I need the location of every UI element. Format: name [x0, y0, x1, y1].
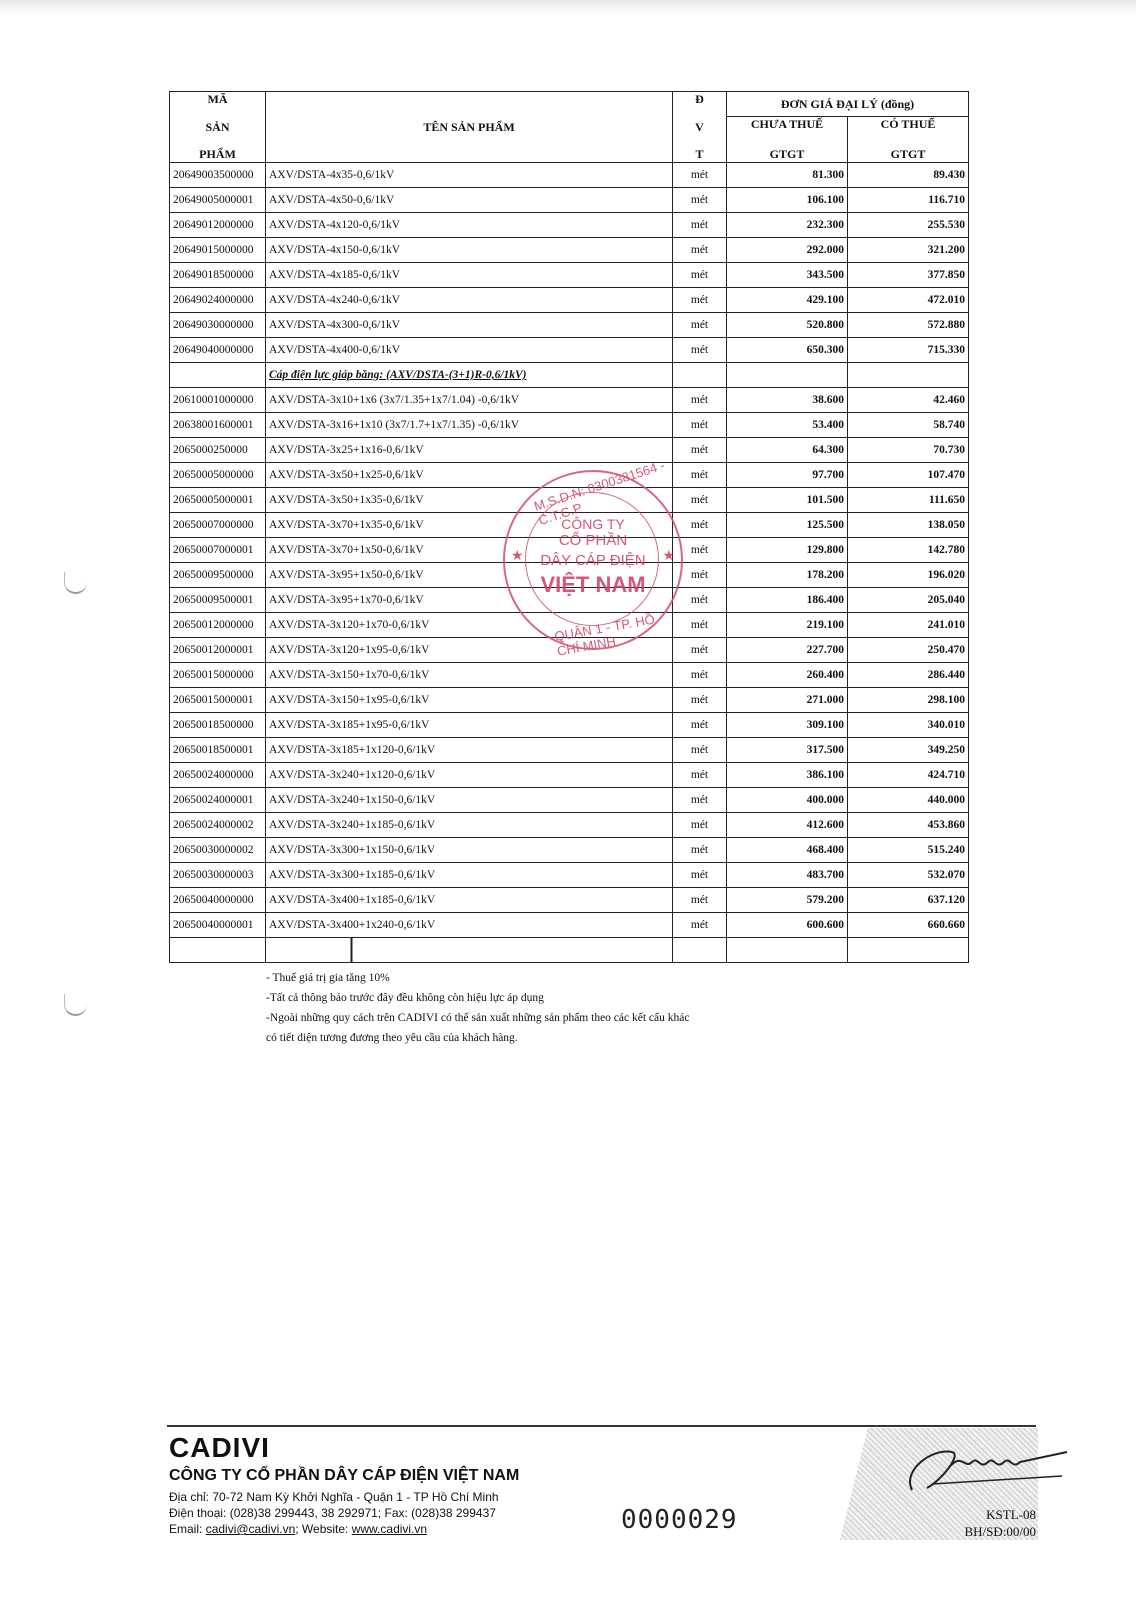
table-header: [170, 92, 969, 163]
product-code: 20650018500000: [170, 713, 266, 738]
unit: mét: [673, 663, 727, 688]
product-name: AXV/DSTA-3x10+1x6 (3x7/1.35+1x7/1.04) -0,6/1kV: [266, 388, 673, 413]
unit: mét: [673, 163, 727, 188]
price-table: [169, 91, 969, 963]
price: 292.000: [727, 238, 848, 263]
punch-hole-mark: [64, 994, 87, 1016]
unit: mét: [673, 863, 727, 888]
col-header-pre-tax: [727, 117, 848, 163]
stamp-line-1: CÔNG TY: [561, 516, 625, 532]
product-code: 20650007000000: [170, 513, 266, 538]
product-name: AXV/DSTA-4x300-0,6/1kV: [266, 313, 673, 338]
empty-cell: [266, 938, 673, 963]
empty-cell: [848, 938, 969, 963]
product-name: AXV/DSTA-3x120+1x70-0,6/1kV: [266, 613, 673, 638]
table-row: [170, 763, 969, 788]
table-row: [170, 388, 969, 413]
product-name: AXV/DSTA-4x50-0,6/1kV: [266, 188, 673, 213]
col-header-unit-l1: Đ: [695, 92, 704, 106]
price: 343.500: [727, 263, 848, 288]
product-code: 20650007000001: [170, 538, 266, 563]
col-header-code: [170, 92, 266, 163]
section-price-cell: [727, 363, 848, 388]
price-vat: 340.010: [848, 713, 969, 738]
price: 38.600: [727, 388, 848, 413]
product-name: AXV/DSTA-3x400+1x240-0,6/1kV: [266, 913, 673, 938]
empty-cell: [673, 938, 727, 963]
doc-revision: BH/SĐ:00/00: [964, 1524, 1036, 1539]
price: 129.800: [727, 538, 848, 563]
product-name: AXV/DSTA-3x300+1x185-0,6/1kV: [266, 863, 673, 888]
product-code: 20638001600001: [170, 413, 266, 438]
product-code: 20649024000000: [170, 288, 266, 313]
product-name: AXV/DSTA-3x70+1x50-0,6/1kV: [266, 538, 673, 563]
notes: [266, 968, 689, 1048]
product-name: AXV/DSTA-4x185-0,6/1kV: [266, 263, 673, 288]
signature-mark: [892, 1440, 1072, 1500]
product-code: 20649040000000: [170, 338, 266, 363]
product-code: 20650015000000: [170, 663, 266, 688]
stamp-star-icon: ★: [662, 549, 675, 564]
unit: mét: [673, 913, 727, 938]
unit: mét: [673, 188, 727, 213]
product-code: 20649015000000: [170, 238, 266, 263]
unit: mét: [673, 338, 727, 363]
product-code: 20650040000000: [170, 888, 266, 913]
price: 186.400: [727, 588, 848, 613]
table-row: [170, 263, 969, 288]
stamp-tax-code: M.S.D.N: 0300381564 - C.T.C.P: [531, 457, 667, 529]
note-line: có tiết diện tương đương theo yêu cầu của khách hàng.: [266, 1032, 518, 1044]
empty-cell: [727, 938, 848, 963]
section-price-vat-cell: [848, 363, 969, 388]
unit: mét: [673, 613, 727, 638]
table-row: [170, 213, 969, 238]
price-vat: 349.250: [848, 738, 969, 763]
price-vat: 715.330: [848, 338, 969, 363]
unit: mét: [673, 288, 727, 313]
unit: mét: [673, 838, 727, 863]
product-code: 20650012000000: [170, 613, 266, 638]
price: 412.600: [727, 813, 848, 838]
price-vat: 107.470: [848, 463, 969, 488]
unit: mét: [673, 713, 727, 738]
unit: mét: [673, 463, 727, 488]
price-vat: 58.740: [848, 413, 969, 438]
table-row: [170, 588, 969, 613]
product-code: 20650024000002: [170, 813, 266, 838]
table-row: [170, 513, 969, 538]
product-code: 20650018500001: [170, 738, 266, 763]
price: 271.000: [727, 688, 848, 713]
col-header-pre-tax-l2: GTGT: [769, 147, 805, 161]
table-body-3plus1core: [170, 388, 969, 938]
brand-logo: CADIVI: [169, 1432, 270, 1463]
product-code: 20650024000001: [170, 788, 266, 813]
unit: mét: [673, 413, 727, 438]
table-row: [170, 238, 969, 263]
product-code: 20650040000001: [170, 913, 266, 938]
price: 579.200: [727, 888, 848, 913]
table-row: [170, 888, 969, 913]
price: 309.100: [727, 713, 848, 738]
product-code: 20650009500001: [170, 588, 266, 613]
price: 125.500: [727, 513, 848, 538]
company-contact: [169, 1489, 499, 1537]
col-header-unit: [673, 92, 727, 163]
table-row: [170, 688, 969, 713]
unit: mét: [673, 438, 727, 463]
product-code: 20649012000000: [170, 213, 266, 238]
unit: mét: [673, 513, 727, 538]
price-vat: 440.000: [848, 788, 969, 813]
section-title: Cáp điện lực giáp băng: (AXV/DSTA-(3+1)R-0,6/1kV): [266, 363, 673, 388]
company-name: CÔNG TY CỔ PHẦN DÂY CÁP ĐIỆN VIỆT NAM: [169, 1467, 520, 1484]
price-vat: 89.430: [848, 163, 969, 188]
unit: mét: [673, 563, 727, 588]
table-row: [170, 563, 969, 588]
price-vat: 111.650: [848, 488, 969, 513]
product-name: AXV/DSTA-3x400+1x185-0,6/1kV: [266, 888, 673, 913]
doc-code: KSTL-08: [986, 1507, 1036, 1522]
stamp-line-2: CỔ PHẦN: [558, 532, 628, 549]
price: 97.700: [727, 463, 848, 488]
col-header-code-l2: SẢN: [205, 119, 230, 134]
price: 429.100: [727, 288, 848, 313]
price: 468.400: [727, 838, 848, 863]
col-header-with-tax-l2: GTGT: [890, 147, 926, 161]
company-web: [169, 1521, 499, 1537]
unit: mét: [673, 238, 727, 263]
table-section: [170, 363, 969, 388]
section-unit-cell: [673, 363, 727, 388]
product-name: AXV/DSTA-3x16+1x10 (3x7/1.7+1x7/1.35) -0,6/1kV: [266, 413, 673, 438]
table-row: [170, 738, 969, 763]
product-code: 20649018500000: [170, 263, 266, 288]
table-row: [170, 313, 969, 338]
email-link[interactable]: cadivi@cadivi.vn: [205, 1522, 296, 1536]
price-vat: 377.850: [848, 263, 969, 288]
col-header-price-group: ĐƠN GIÁ ĐẠI LÝ (đồng): [727, 92, 969, 117]
product-code: 20649030000000: [170, 313, 266, 338]
product-name: AXV/DSTA-4x150-0,6/1kV: [266, 238, 673, 263]
product-code: 20650009500000: [170, 563, 266, 588]
price-vat: 637.120: [848, 888, 969, 913]
unit: mét: [673, 588, 727, 613]
product-name: AXV/DSTA-3x95+1x50-0,6/1kV: [266, 563, 673, 588]
unit: mét: [673, 488, 727, 513]
table-row: [170, 188, 969, 213]
serial-number: 0000029: [621, 1505, 738, 1535]
unit: mét: [673, 388, 727, 413]
price-vat: 472.010: [848, 288, 969, 313]
product-name: AXV/DSTA-4x400-0,6/1kV: [266, 338, 673, 363]
product-name: AXV/DSTA-3x70+1x35-0,6/1kV: [266, 513, 673, 538]
product-name: AXV/DSTA-3x25+1x16-0,6/1kV: [266, 438, 673, 463]
price-vat: 116.710: [848, 188, 969, 213]
table-row: [170, 863, 969, 888]
note-line: -Ngoài những quy cách trên CADIVI có thể sản xuất những sản phẩm theo các kết cấu khác: [266, 1012, 690, 1024]
product-code: 2065000250000: [170, 438, 266, 463]
product-code: 20650024000000: [170, 763, 266, 788]
table-row: [170, 663, 969, 688]
product-name: AXV/DSTA-3x95+1x70-0,6/1kV: [266, 588, 673, 613]
product-name: AXV/DSTA-3x185+1x120-0,6/1kV: [266, 738, 673, 763]
product-name: AXV/DSTA-3x120+1x95-0,6/1kV: [266, 638, 673, 663]
price-vat: 138.050: [848, 513, 969, 538]
price: 219.100: [727, 613, 848, 638]
company-phone: Điện thoại: (028)38 299443, 38 292971; Fax: (028)38 299437: [169, 1506, 496, 1520]
price: 101.500: [727, 488, 848, 513]
price: 520.800: [727, 313, 848, 338]
note-line: - Thuế giá trị gia tăng 10%: [266, 972, 390, 984]
section-row: [170, 363, 969, 388]
table-body-4core: [170, 163, 969, 363]
product-code: 20649003500000: [170, 163, 266, 188]
product-code: 20649005000001: [170, 188, 266, 213]
price: 53.400: [727, 413, 848, 438]
product-code: 20650012000001: [170, 638, 266, 663]
product-name: AXV/DSTA-3x240+1x120-0,6/1kV: [266, 763, 673, 788]
empty-row: [170, 938, 969, 963]
price-vat: 42.460: [848, 388, 969, 413]
unit: mét: [673, 538, 727, 563]
table-row: [170, 913, 969, 938]
empty-cell: [170, 938, 266, 963]
price: 178.200: [727, 563, 848, 588]
product-name: AXV/DSTA-4x240-0,6/1kV: [266, 288, 673, 313]
page-top-shade: [0, 0, 1136, 14]
col-header-with-tax-l1: CÓ THUẾ: [880, 117, 936, 131]
price-vat: 241.010: [848, 613, 969, 638]
footer-divider: [167, 1425, 1036, 1427]
table-row: [170, 338, 969, 363]
table-row: [170, 813, 969, 838]
price-vat: 250.470: [848, 638, 969, 663]
col-header-name: TÊN SẢN PHẨM: [266, 92, 673, 163]
price-vat: 321.200: [848, 238, 969, 263]
col-header-pre-tax-l1: CHƯA THUẾ: [750, 117, 824, 131]
table-row: [170, 713, 969, 738]
table-row: [170, 288, 969, 313]
table-row: [170, 538, 969, 563]
product-code: 20610001000000: [170, 388, 266, 413]
product-name: AXV/DSTA-3x240+1x185-0,6/1kV: [266, 813, 673, 838]
table-row: [170, 463, 969, 488]
col-header-code-l1: MÃ: [207, 92, 228, 106]
unit: mét: [673, 213, 727, 238]
product-name: AXV/DSTA-3x50+1x25-0,6/1kV: [266, 463, 673, 488]
table-row: [170, 488, 969, 513]
price-vat: 424.710: [848, 763, 969, 788]
col-header-unit-l3: T: [695, 147, 704, 161]
price-vat: 660.660: [848, 913, 969, 938]
product-code: 20650005000001: [170, 488, 266, 513]
price-vat: 515.240: [848, 838, 969, 863]
product-name: AXV/DSTA-3x150+1x70-0,6/1kV: [266, 663, 673, 688]
price: 232.300: [727, 213, 848, 238]
stamp-line-4: VIỆT NAM: [540, 572, 646, 597]
unit: mét: [673, 788, 727, 813]
stamp-bottom-text: QUẬN 1 - TP. HỒ CHÍ MINH: [553, 611, 656, 659]
col-header-code-l3: PHẨM: [199, 147, 236, 161]
table-row: [170, 163, 969, 188]
price: 400.000: [727, 788, 848, 813]
stamp-line-3: DÂY CÁP ĐIỆN: [540, 552, 646, 569]
price: 483.700: [727, 863, 848, 888]
price: 317.500: [727, 738, 848, 763]
email-label: Email:: [169, 1522, 206, 1536]
table-row: [170, 413, 969, 438]
price: 600.600: [727, 913, 848, 938]
price-vat: 255.530: [848, 213, 969, 238]
table-row: [170, 438, 969, 463]
unit: mét: [673, 263, 727, 288]
product-name: AXV/DSTA-3x150+1x95-0,6/1kV: [266, 688, 673, 713]
price-vat: 572.880: [848, 313, 969, 338]
product-name: AXV/DSTA-3x185+1x95-0,6/1kV: [266, 713, 673, 738]
product-name: AXV/DSTA-4x120-0,6/1kV: [266, 213, 673, 238]
website-link[interactable]: www.cadivi.vn: [351, 1522, 428, 1536]
unit: mét: [673, 688, 727, 713]
price-vat: 70.730: [848, 438, 969, 463]
price: 64.300: [727, 438, 848, 463]
punch-hole-mark: [64, 572, 87, 594]
price-vat: 532.070: [848, 863, 969, 888]
unit: mét: [673, 813, 727, 838]
price-vat: 196.020: [848, 563, 969, 588]
unit: mét: [673, 313, 727, 338]
unit: mét: [673, 763, 727, 788]
note-line: -Tất cả thông báo trước đây đều không còn hiệu lực áp dụng: [266, 992, 544, 1004]
price: 227.700: [727, 638, 848, 663]
price: 260.400: [727, 663, 848, 688]
document-code: [963, 1506, 1036, 1540]
col-header-with-tax: [848, 117, 969, 163]
unit: mét: [673, 738, 727, 763]
section-code-cell: [170, 363, 266, 388]
price: 106.100: [727, 188, 848, 213]
price: 81.300: [727, 163, 848, 188]
price-vat: 142.780: [848, 538, 969, 563]
product-code: 20650005000000: [170, 463, 266, 488]
product-name: AXV/DSTA-4x35-0,6/1kV: [266, 163, 673, 188]
unit: mét: [673, 888, 727, 913]
price: 386.100: [727, 763, 848, 788]
table-row: [170, 838, 969, 863]
table-row: [170, 788, 969, 813]
table-row: [170, 613, 969, 638]
product-code: 20650030000002: [170, 838, 266, 863]
price-vat: 205.040: [848, 588, 969, 613]
price: 650.300: [727, 338, 848, 363]
table-row: [170, 638, 969, 663]
stamp-star-icon: ★: [511, 549, 524, 564]
product-name: AXV/DSTA-3x50+1x35-0,6/1kV: [266, 488, 673, 513]
product-code: 20650015000001: [170, 688, 266, 713]
product-name: AXV/DSTA-3x240+1x150-0,6/1kV: [266, 788, 673, 813]
price-vat: 453.860: [848, 813, 969, 838]
price-vat: 298.100: [848, 688, 969, 713]
price-vat: 286.440: [848, 663, 969, 688]
company-address: Địa chỉ: 70-72 Nam Kỳ Khởi Nghĩa - Quận 1 - TP Hồ Chí Minh: [169, 1490, 499, 1504]
unit: mét: [673, 638, 727, 663]
col-header-unit-l2: V: [695, 119, 704, 134]
product-code: 20650030000003: [170, 863, 266, 888]
website-label: ; Website:: [295, 1522, 352, 1536]
product-name: AXV/DSTA-3x300+1x150-0,6/1kV: [266, 838, 673, 863]
